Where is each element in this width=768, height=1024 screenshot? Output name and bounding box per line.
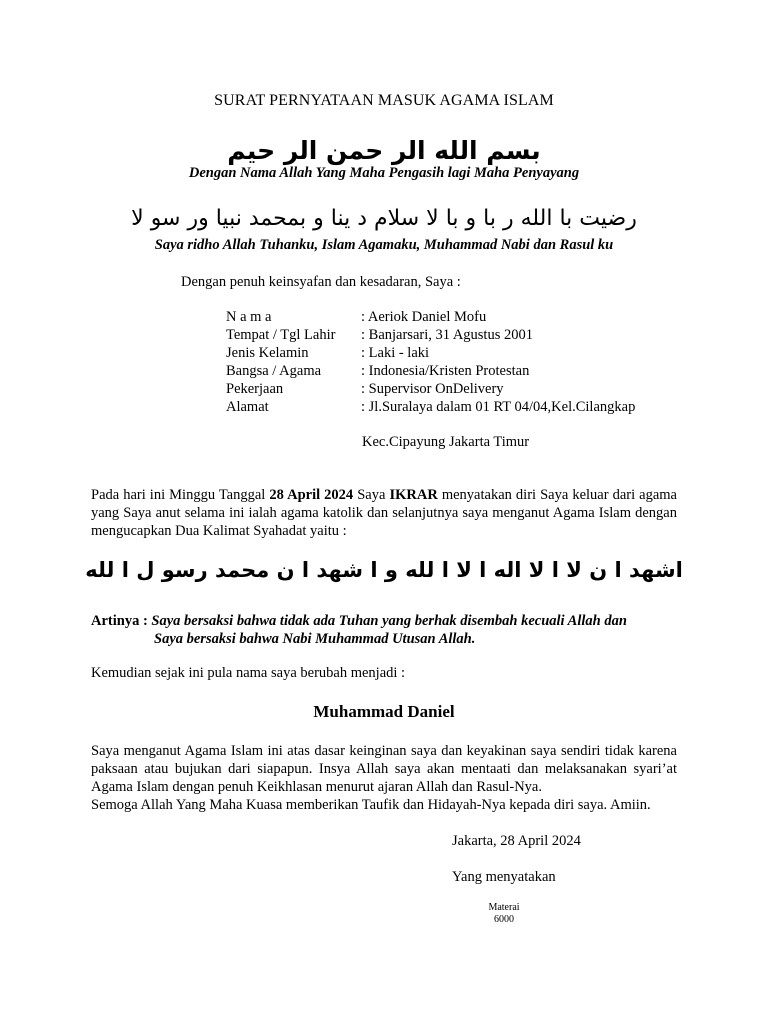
identity-row-birth (226, 326, 635, 344)
identity-row-name (226, 308, 635, 326)
materai-stamp (482, 902, 526, 926)
identity-label: Alamat (226, 399, 269, 415)
declaration-date: 28 April 2024 (269, 487, 354, 503)
identity-label: Pekerjaan (226, 381, 284, 397)
new-name: Muhammad Daniel (313, 702, 455, 721)
place-date: Jakarta, 28 April 2024 (452, 833, 581, 849)
identity-value: : Aeriok Daniel Mofu (361, 309, 487, 325)
address-line-2: Kec.Cipayung Jakarta Timur (362, 434, 530, 450)
identity-value: : Indonesia/Kristen Protestan (361, 363, 530, 379)
document-title: SURAT PERNYATAAN MASUK AGAMA ISLAM (214, 92, 554, 109)
artinya-block (91, 612, 627, 648)
materai-value: 6000 (494, 914, 514, 925)
artinya-label: Artinya : (91, 613, 148, 629)
declaration-text: menyatakan diri Saya keluar dari agama yang Saya anut selama ini ialah agama katolik dan selanjutnya saya menganut Agama Islam dengan mengucapkan Dua Kalimat Syahadat yaitu : (91, 487, 677, 539)
identity-row-occupation (226, 380, 635, 398)
identity-row-gender (226, 344, 635, 362)
signatory-label: Yang menyatakan (452, 869, 556, 885)
artinya-line-2: Saya bersaksi bahwa Nabi Muhammad Utusan Allah. (154, 631, 476, 647)
declaration-text: Saya (353, 487, 390, 503)
identity-value: : Supervisor OnDelivery (361, 381, 504, 397)
identity-value: : Jl.Suralaya dalam 01 RT 04/04,Kel.Cilangkap (361, 399, 636, 415)
basmalah-translation: Dengan Nama Allah Yang Maha Pengasih lagi Maha Penyayang (188, 165, 580, 181)
ikrar-word: IKRAR (389, 487, 438, 503)
intro-text: Dengan penuh keinsyafan dan kesadaran, Saya : (181, 274, 461, 290)
identity-label: Jenis Kelamin (226, 345, 309, 361)
shahada-arabic: اشهد ا ن لا ا لا اله ا لا ا لله و ا شهد ا ن محمد رسو ل ا لله (85, 558, 683, 582)
name-change-intro: Kemudian sejak ini pula nama saya berubah menjadi : (91, 665, 406, 681)
declaration-paragraph (91, 486, 677, 540)
identity-label: Tempat / Tgl Lahir (226, 327, 336, 343)
identity-value: : Laki - laki (361, 345, 430, 361)
declaration-text: Pada hari ini Minggu Tanggal (91, 487, 270, 503)
artinya-line-1: Saya bersaksi bahwa tidak ada Tuhan yang berhak disembah kecuali Allah dan (151, 613, 627, 629)
identity-label: Bangsa / Agama (226, 363, 322, 379)
identity-label: N a m a (226, 309, 272, 325)
radhitu-arabic: رضيت با الله ر با و با لا سلام د ينا و بمحمد نبيا ور سو لا (131, 206, 637, 231)
identity-value: : Banjarsari, 31 Agustus 2001 (361, 327, 533, 343)
identity-row-address (226, 398, 635, 416)
identity-row-nationality-religion (226, 362, 635, 380)
radhitu-translation: Saya ridho Allah Tuhanku, Islam Agamaku, Muhammad Nabi dan Rasul ku (154, 237, 614, 253)
basmalah-arabic: بسم الله الر حمن الر حيم (227, 136, 541, 165)
identity-table (226, 308, 635, 416)
materai-label: Materai (488, 902, 520, 913)
closing-prayer: Semoga Allah Yang Maha Kuasa memberikan Taufik dan Hidayah-Nya kepada diri saya. Amiin. (91, 797, 651, 813)
statement-paragraph: Saya menganut Agama Islam ini atas dasar keinginan saya dan keyakinan saya sendiri tidak karena paksaan atau bujukan dari siapapun. Insya Allah saya akan mentaati dan melaksanakan syari’at Agama Islam dengan penuh Keikhlasan menurut ajaran Allah dan Rasul-Nya. (91, 743, 677, 795)
